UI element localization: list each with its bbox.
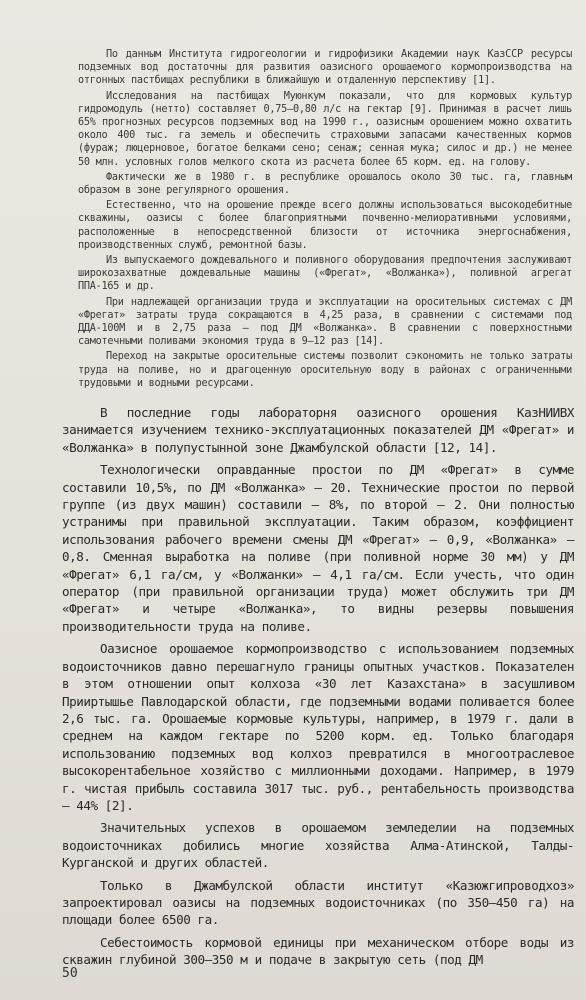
paragraph: По данным Института гидрогеологии и гидрофизики Академии наук КазССР ресурсы подземных вод достаточны для развития оазисного орошаемого кормопроизводства на отгонных пастбищах республики в ближайшую и отдаленную перспективу [1].	[78, 49, 572, 87]
paragraph: При надлежащей организации труда и эксплуатации на оросительных системах с ДМ «Фрегат» затраты труда сокращаются в 4,25 раза, в сравнении с системами под ДДА-100М и в 2,75 раза — под ДМ «Волжанка». В сравнении с поверхностными самотечными поливами экономия труда в 9—12 раз [14].	[78, 296, 572, 348]
paragraph: Естественно, что на орошение прежде всего должны использоваться высокодебитные скважины, оазисы с более благоприятными почвенно-мелиоративными условиями, расположенные в непосредственной близости от источника энергоснабжения, производственных служб, ремонтной базы.	[78, 200, 572, 251]
paragraph: Значительных успехов в орошаемом земледелии на подземных водоисточниках добились многие хозяйства Алма-Атинской, Талды-Курганской и других областей.	[62, 820, 574, 871]
small-print-section	[78, 48, 572, 392]
page-number: 50	[62, 966, 78, 981]
paragraph: Исследования на пастбищах Муюнкум показали, что для кормовых культур гидромодуль (нетто) составляет 0,75—0,80 л/с на гектар [9]. Принимая в расчет лишь 65% прогнозных ресурсов подземных вод на 1990 г., оазисным орошением можно охватить около 400 тыс. га земель и обеспечить страховыми запасами качественных кормов (фураж; люцерновое, богатое белками сено; сенаж; сенная мука; силос и др.) не менее 50 млн. условных голов мелкого скота из расчета более 65 корм. ед. на голову.	[78, 90, 572, 168]
paragraph: Фактически же в 1980 г. в республике орошалось около 30 тыс. га, главным образом в зоне регулярного орошения.	[78, 171, 572, 197]
paragraph: Переход на закрытые оросительные системы позволит сэкономить не только затраты труда на поливе, но и драгоценную оросительную воду в районах с ограниченными трудовыми и водными ресурсами.	[78, 351, 572, 389]
paragraph: Себестоимость кормовой единицы при механическом отборе воды из скважин глубиной 300—350 м и подаче в закрытую сеть (под ДМ	[62, 934, 574, 968]
paragraph: Только в Джамбулской области институт «Казюжгипроводхоз» запроектировал оазисы на подземных водоисточниках (по 350—450 га) на площади более 6500 га.	[62, 877, 574, 928]
paragraph: Из выпускаемого дождевального и поливного оборудования предпочтения заслуживают широкозахватные дождевальные машины («Фрегат», «Волжанка»), поливной агрегат ППА-165 и др.	[78, 255, 572, 293]
paragraph: Оазисное орошаемое кормопроизводство с использованием подземных водоисточников давно перешагнуло границы опытных участков. Показателен в этом отношении опыт колхоза «30 лет Казахстана» в засушливом Прииртышье Павлодарской области, где подземными водами поливается более 2,6 тыс. га. Орошаемые кормовые культуры, например, в 1979 г. дали в среднем на каждом гектаре по 5200 корм. ед. Только благодаря использованию подземных вод колхоз превратился в многоотраслевое высокорентабельное хозяйство с миллионными доходами. Например, в 1979 г. чистая прибыль составила 3017 тыс. руб., рентабельность производства — 44% [2].	[62, 641, 574, 813]
paragraph: В последние годы лабораторня оазисного орошения КазНИИВХ занимается изучением технико-эксплуатационных показателей ДМ «Фрегат» и «Волжанка» в полупустынной зоне Джамбулской области [12, 14].	[62, 405, 574, 455]
paragraph: Технологически оправданные простои по ДМ «Фрегат» в сумме составили 10,5%, по ДМ «Волжанка» — 20. Технические простои по первой группе (из двух машин) составили — 8%, по второй — 2. Они полностью устранимы при правильной эксплуатации. Таким образом, коэффициент использования рабочего времени смены ДМ «Фрегат» — 0,9, «Волжанка» — 0,8. Сменная выработка на поливе (при поливной норме 30 мм) у ДМ «Фрегат» 6,1 га/см, у «Волжанки» — 4,1 га/см. Если учесть, что один оператор (при правильной организации труда) может обслужить три ДМ «Фрегат» и четыре «Волжанка», то видны резервы повышения производительности труда на поливе.	[62, 462, 574, 634]
main-text-section	[62, 404, 574, 974]
